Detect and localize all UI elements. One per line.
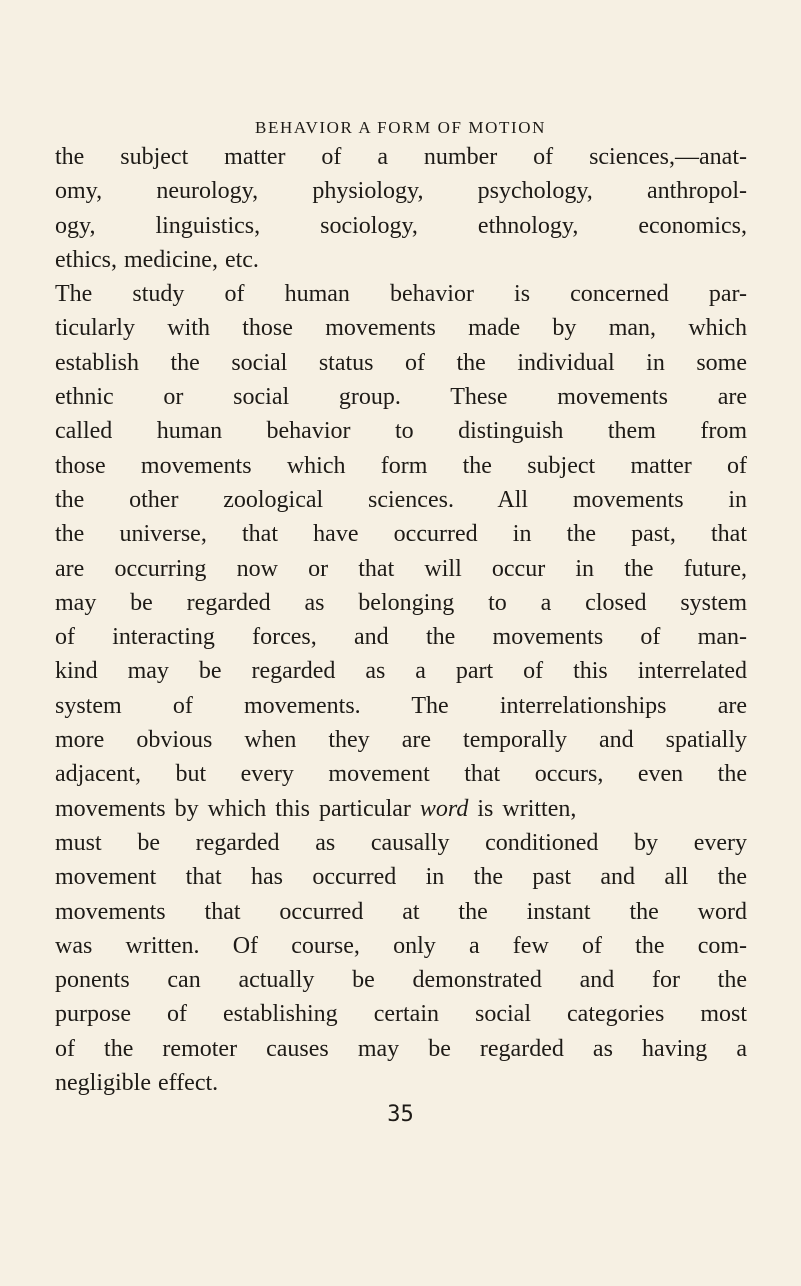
text-line-with-italic: [55, 792, 747, 826]
text-line: ticularly with those movements made by man, which: [55, 315, 747, 342]
text-line: movements that occurred at the instant the word: [55, 898, 747, 925]
text-line: kind may be regarded as a part of this interrelated: [55, 658, 747, 685]
text-line: may be regarded as belonging to a closed system: [55, 589, 747, 616]
text-line: called human behavior to distinguish them from: [55, 418, 747, 445]
text-line: negligible effect.: [55, 1070, 219, 1097]
text-line: those movements which form the subject matter of: [55, 452, 747, 479]
text-line: the other zoological sciences. All movements in: [55, 486, 747, 513]
text-line: was written. Of course, only a few of the com-: [55, 932, 747, 959]
text-line: The study of human behavior is concerned par-: [55, 281, 747, 308]
text-segment: movements by which this particular: [55, 795, 420, 822]
text-line: of interacting forces, and the movements of man-: [55, 624, 747, 651]
text-line: system of movements. The interrelationships are: [55, 692, 747, 719]
text-line: the subject matter of a number of sciences,—anat-: [55, 144, 747, 170]
text-line: of the remoter causes may be regarded as having a: [55, 1035, 747, 1062]
text-line: more obvious when they are temporally and spatially: [55, 727, 747, 754]
italic-word: word: [419, 795, 469, 822]
text-line: purpose of establishing certain social categories most: [55, 1001, 747, 1028]
page-number: 35: [387, 1102, 414, 1127]
text-line: omy, neurology, physiology, psychology, anthropol-: [55, 178, 747, 205]
body-text: [55, 140, 747, 1100]
text-line: establish the social status of the individual in some: [55, 349, 747, 376]
text-line: adjacent, but every movement that occurs, even the: [55, 761, 747, 788]
running-header: BEHAVIOR A FORM OF MOTION: [255, 118, 546, 137]
text-line: must be regarded as causally conditioned by every: [55, 829, 747, 856]
text-line: the universe, that have occurred in the past, that: [55, 521, 747, 548]
text-segment: is written,: [468, 795, 577, 822]
text-line: ponents can actually be demonstrated and for the: [55, 967, 747, 994]
text-line: ogy, linguistics, sociology, ethnology, economics,: [55, 212, 747, 239]
text-line: ethics, medicine, etc.: [55, 246, 259, 273]
text-line: are occurring now or that will occur in the future,: [55, 555, 747, 582]
text-line: ethnic or social group. These movements are: [55, 384, 747, 411]
text-line: movement that has occurred in the past and all the: [55, 864, 747, 891]
